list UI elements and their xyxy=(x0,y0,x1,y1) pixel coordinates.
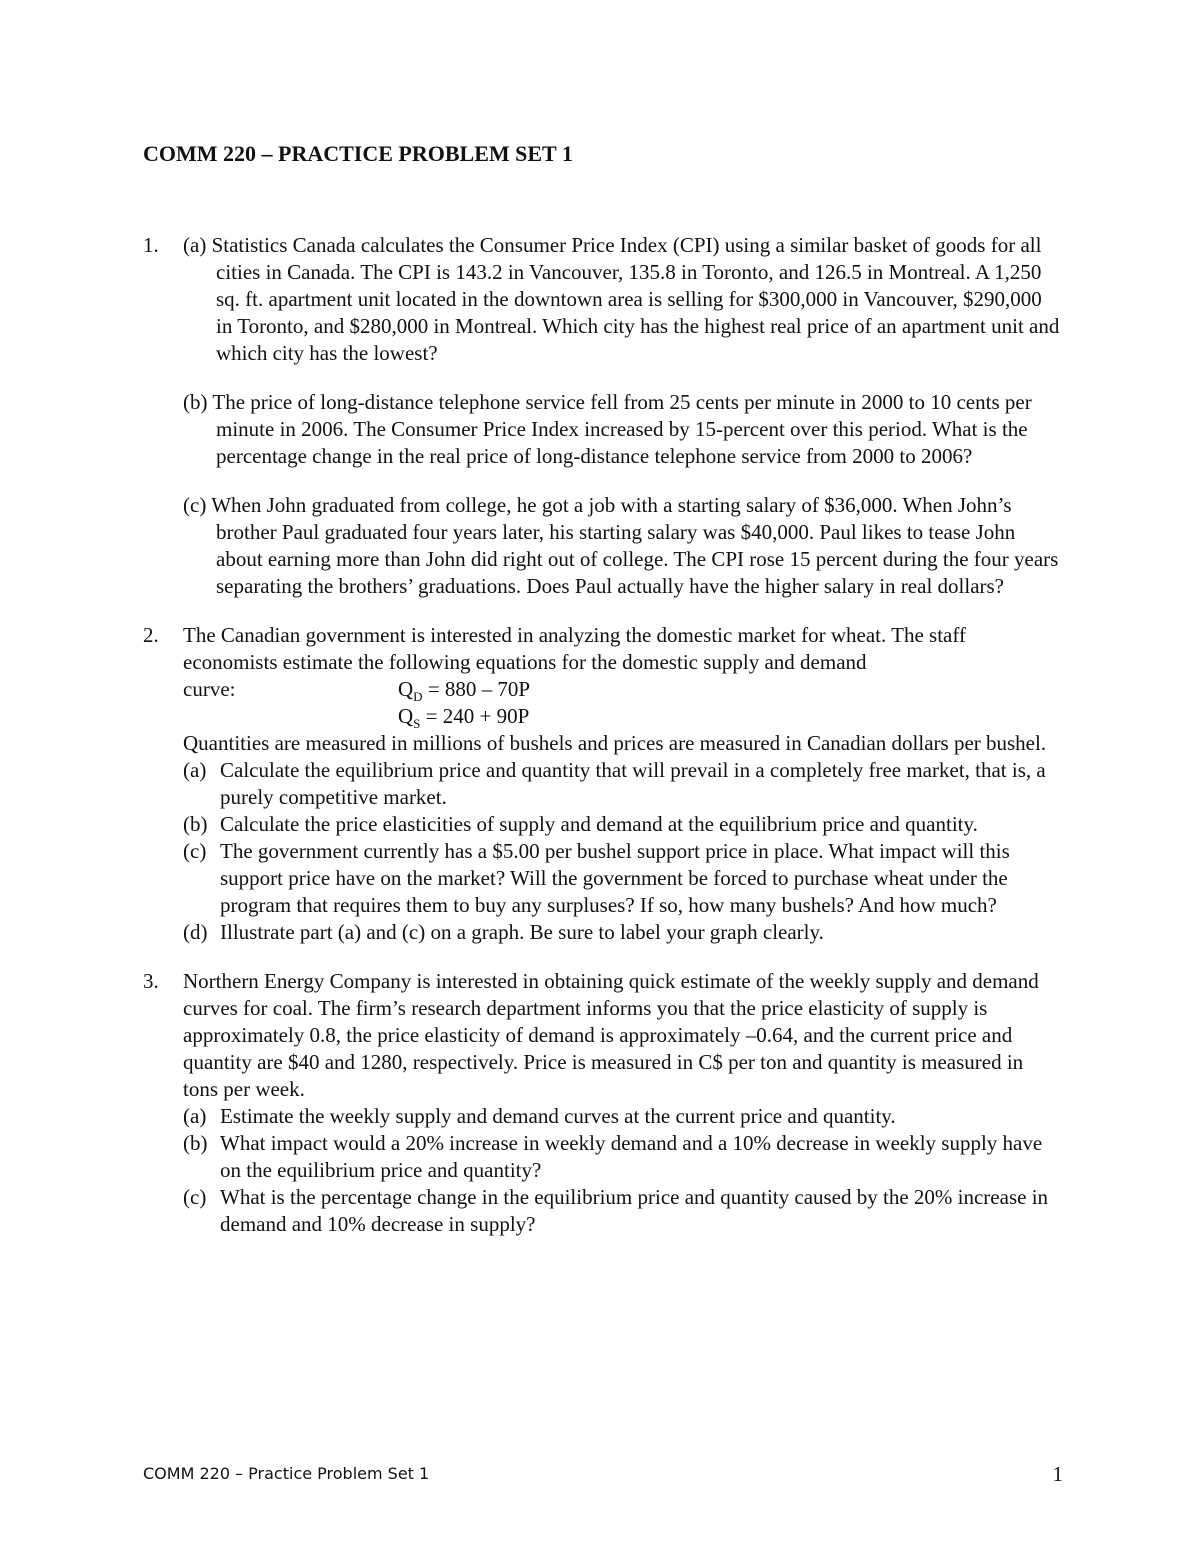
part-text: Statistics Canada calculates the Consumer Price Index (CPI) using a similar basket of goods for all cities in Canada. The CPI is 143.2 in Vancouver, 135.8 in Toronto, and 126.5 in Montreal. A 1,250 sq. ft. apartment unit located in the downtown area is selling for $300,000 in Vancouver, $290,000 in Toronto, and $280,000 in Montreal. Which city has the highest real price of an apartment unit and which city has the lowest? xyxy=(211,233,1060,365)
part-text: The price of long-distance telephone service fell from 25 cents per minute in 2000 to 10 cents per minute in 2006. The Consumer Price Index increased by 15-percent over this period. What is the percentage change in the real price of long-distance telephone service from 2000 to 2006? xyxy=(212,390,1032,468)
curve-label: curve: xyxy=(183,677,236,701)
problem-part xyxy=(183,1130,1063,1184)
problem-part xyxy=(183,919,1063,946)
problem-part xyxy=(183,811,1063,838)
supply-equation: $Q_S = 240 + 90P$ xyxy=(398,704,530,732)
document-title: COMM 220 – PRACTICE PROBLEM SET 1 xyxy=(143,141,573,166)
problem-list xyxy=(143,232,1063,1238)
problem-intro: The Canadian government is interested in analyzing the domestic market for wheat. The staff economists estimate the following equations for the domestic supply and demand xyxy=(183,623,966,674)
problem-number: 2. xyxy=(143,623,159,647)
footer-text: COMM 220 – Practice Problem Set 1 xyxy=(143,1464,430,1483)
problem-1 xyxy=(143,232,1063,600)
problem-part xyxy=(183,492,1063,600)
part-text: What impact would a 20% increase in weekly demand and a 10% decrease in weekly supply have on the equilibrium price and quantity? xyxy=(220,1131,1043,1182)
problem-2 xyxy=(143,622,1063,946)
supply-equation-line xyxy=(183,703,1063,730)
problem-part xyxy=(183,389,1063,470)
page-number: 1 xyxy=(1052,1462,1063,1486)
part-label: (d) xyxy=(183,920,208,944)
part-text: The government currently has a $5.00 per bushel support price in place. What impact will this support price have on the market? Will the government be forced to purchase wheat under the program that requires them to buy any surpluses? If so, how many bushels? And how much? xyxy=(220,839,1010,917)
demand-equation-line xyxy=(183,676,1063,703)
part-label: (a) xyxy=(183,1104,207,1128)
problem-part xyxy=(183,838,1063,919)
part-text: When John graduated from college, he got a job with a starting salary of $36,000. When John’s brother Paul graduated four years later, his starting salary was $40,000. Paul likes to tease John about earning more than John did right out of college. The CPI rose 15 percent during the four years separating the brothers’ graduations. Does Paul actually have the higher salary in real dollars? xyxy=(211,493,1059,598)
problem-part xyxy=(183,757,1063,811)
part-label: (b) xyxy=(183,1131,208,1155)
problem-number: 1. xyxy=(143,233,159,257)
part-text: Calculate the price elasticities of supply and demand at the equilibrium price and quantity. xyxy=(220,812,978,836)
problem-part xyxy=(183,232,1063,367)
part-text: What is the percentage change in the equilibrium price and quantity caused by the 20% increase in demand and 10% decrease in supply? xyxy=(220,1185,1049,1236)
part-label: (c) xyxy=(183,1185,207,1209)
part-label: (c) xyxy=(183,839,207,863)
part-label: (a) xyxy=(183,233,207,257)
problem-part xyxy=(183,1184,1063,1238)
part-label: (b) xyxy=(183,390,208,414)
problem-3 xyxy=(143,968,1063,1238)
problem-intro: Northern Energy Company is interested in obtaining quick estimate of the weekly supply and demand curves for coal. The firm’s research department informs you that the price elasticity of supply is approximately 0.8, the price elasticity of demand is approximately –0.64, and the current price and quantity are $40 and 1280, respectively. Price is measured in C$ per ton and quantity is measured in tons per week. xyxy=(183,969,1039,1101)
problem-number: 3. xyxy=(143,969,159,993)
part-text: Estimate the weekly supply and demand curves at the current price and quantity. xyxy=(220,1104,896,1128)
part-text: Calculate the equilibrium price and quantity that will prevail in a completely free market, that is, a purely competitive market. xyxy=(220,758,1046,809)
part-text: Illustrate part (a) and (c) on a graph. Be sure to label your graph clearly. xyxy=(220,920,824,944)
problem-note: Quantities are measured in millions of bushels and prices are measured in Canadian dollars per bushel. xyxy=(183,731,1047,755)
part-label: (a) xyxy=(183,758,207,782)
problem-part xyxy=(183,1103,1063,1130)
part-label: (b) xyxy=(183,812,208,836)
part-label: (c) xyxy=(183,493,207,517)
demand-equation: $Q_D = 880 - 70P$ xyxy=(398,677,531,705)
